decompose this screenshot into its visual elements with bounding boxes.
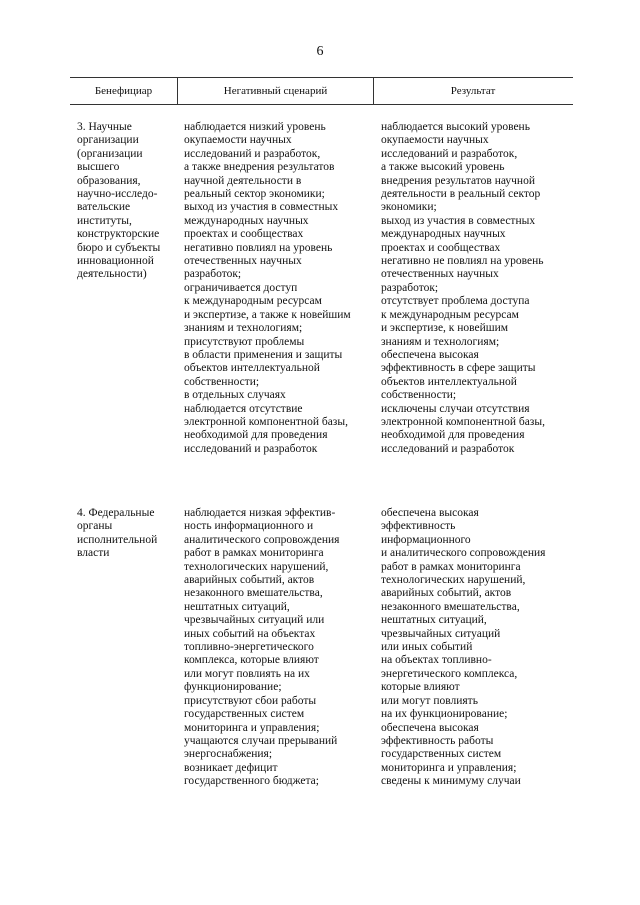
text-line: выход из участия в совместных xyxy=(184,201,339,214)
text-line: (организации xyxy=(77,147,143,160)
text-line: разработок; xyxy=(184,268,242,281)
text-line: окупаемости научных xyxy=(381,134,489,147)
text-line: институты, xyxy=(77,214,132,227)
text-line: комплекса, которые влияют xyxy=(184,654,319,667)
text-line: 3. Научные xyxy=(77,121,132,133)
text-line: присутствуют сбои работы xyxy=(184,694,317,707)
text-line: вательские xyxy=(77,201,131,214)
text-line: электронной компонентной базы, xyxy=(381,415,545,428)
text-line: органы xyxy=(77,520,113,533)
header-negative-scenario: Негативный сценарий xyxy=(177,78,374,104)
text-line: технологических нарушений, xyxy=(184,560,329,573)
text-line: возникает дефицит xyxy=(184,761,278,774)
text-line: необходимой для проведения xyxy=(184,429,328,442)
text-line: знаниям и технологиям; xyxy=(381,335,500,348)
text-line: или могут повлиять на их xyxy=(184,667,310,680)
text-line: информационного xyxy=(381,533,471,546)
text-line: наблюдается низкий уровень xyxy=(184,121,326,133)
text-line: энергоснабжения; xyxy=(184,748,273,761)
text-line: внедрения результатов научной xyxy=(381,174,535,187)
text-line: научно-исследо- xyxy=(77,188,158,201)
text-line: работ в рамках мониторинга xyxy=(184,547,324,560)
text-line: и экспертизе, к новейшим xyxy=(381,322,509,335)
text-line: власти xyxy=(77,547,110,560)
text-line: исследований и разработок, xyxy=(381,147,518,160)
text-line: обеспечена высокая xyxy=(381,348,479,361)
text-line: международных научных xyxy=(381,228,506,241)
text-line: аварийных событий, актов xyxy=(184,574,315,587)
text-line: эффективность работы xyxy=(381,734,494,747)
text-line: необходимой для проведения xyxy=(381,429,525,442)
beneficiary-cell xyxy=(77,507,177,561)
text-line: бюро и субъекты xyxy=(77,241,161,254)
text-line: конструкторские xyxy=(77,228,160,241)
text-line: незаконного вмешательства, xyxy=(184,587,323,600)
text-line: учащаются случаи прерываний xyxy=(184,734,338,747)
text-line: в отдельных случаях xyxy=(184,389,286,402)
header-beneficiary: Бенефициар xyxy=(94,85,153,97)
text-line: чрезвычайных ситуаций или xyxy=(184,614,325,627)
text-line: присутствуют проблемы xyxy=(184,335,305,348)
text-line: исследований и разработок, xyxy=(184,147,321,160)
text-line: мониторинга и управления; xyxy=(184,721,320,734)
text-line: негативно не повлиял на уровень xyxy=(381,255,544,268)
text-line: топливно-энергетического xyxy=(184,641,314,654)
text-line: научной деятельности в xyxy=(184,174,302,187)
text-line: работ в рамках мониторинга xyxy=(381,560,521,573)
text-line: окупаемости научных xyxy=(184,134,292,147)
text-line: собственности; xyxy=(184,375,260,388)
text-line: знаниям и технологиям; xyxy=(184,322,303,335)
negative-scenario-cell xyxy=(184,507,374,789)
header-result: Результат xyxy=(450,85,496,97)
negative-scenario-cell xyxy=(184,121,374,456)
text-line: экономики; xyxy=(381,201,437,214)
text-line: государственных систем xyxy=(381,748,502,761)
text-line: международных научных xyxy=(184,214,309,227)
text-line: и экспертизе, а также к новейшим xyxy=(184,308,351,321)
text-line: а также внедрения результатов xyxy=(184,161,335,174)
text-line: обеспечена высокая xyxy=(381,507,479,519)
text-line: иных событий на объектах xyxy=(184,627,316,640)
text-line: эффективность xyxy=(381,520,456,533)
text-line: исполнительной xyxy=(77,533,158,546)
text-line: отсутствует проблема доступа xyxy=(381,295,530,308)
text-line: аналитического сопровождения xyxy=(184,533,340,546)
page-number: 6 xyxy=(316,44,324,59)
text-line: 4. Федеральные xyxy=(77,507,155,519)
text-line: отечественных научных xyxy=(184,255,302,268)
text-line: организации xyxy=(77,134,139,147)
text-line: проектах и сообществах xyxy=(381,241,501,254)
text-line: электронной компонентной базы, xyxy=(184,415,348,428)
text-line: или иных событий xyxy=(381,641,473,654)
text-line: наблюдается низкая эффектив- xyxy=(184,507,336,519)
text-line: в области применения и защиты xyxy=(184,348,343,361)
text-line: реальный сектор экономики; xyxy=(184,188,325,201)
text-line: государственного бюджета; xyxy=(184,775,319,788)
text-line: проектах и сообществах xyxy=(184,228,304,241)
text-line: а также высокий уровень xyxy=(381,161,505,174)
text-line: объектов интеллектуальной xyxy=(381,375,517,388)
text-line: исключены случаи отсутствия xyxy=(381,402,530,415)
text-line: нештатных ситуаций, xyxy=(184,600,290,613)
text-line: отечественных научных xyxy=(381,268,499,281)
text-line: эффективность в сфере защиты xyxy=(381,362,536,375)
text-line: исследований и разработок xyxy=(184,442,318,455)
text-line: выход из участия в совместных xyxy=(381,214,536,227)
table-header xyxy=(70,77,573,105)
text-line: собственности; xyxy=(381,389,457,402)
text-line: или могут повлиять xyxy=(381,694,478,707)
result-cell xyxy=(381,507,573,789)
text-line: деятельности) xyxy=(77,268,147,281)
text-line: технологических нарушений, xyxy=(381,574,526,587)
text-line: обеспечена высокая xyxy=(381,721,479,734)
result-cell xyxy=(381,121,573,456)
text-line: высшего xyxy=(77,161,120,174)
text-line: деятельности в реальный сектор xyxy=(381,188,541,201)
text-line: функционирование; xyxy=(184,681,282,694)
text-line: сведены к минимуму случаи xyxy=(381,775,521,788)
text-line: негативно повлиял на уровень xyxy=(184,241,333,254)
text-line: к международным ресурсам xyxy=(184,295,322,308)
text-line: ность информационного и xyxy=(184,520,314,533)
text-line: исследований и разработок xyxy=(381,442,515,455)
text-line: объектов интеллектуальной xyxy=(184,362,320,375)
text-line: незаконного вмешательства, xyxy=(381,600,520,613)
text-line: аварийных событий, актов xyxy=(381,587,512,600)
text-line: государственных систем xyxy=(184,708,305,721)
text-line: которые влияют xyxy=(381,681,460,694)
text-line: наблюдается отсутствие xyxy=(184,402,303,415)
text-line: разработок; xyxy=(381,281,439,294)
text-line: инновационной xyxy=(77,255,154,268)
text-line: чрезвычайных ситуаций xyxy=(381,627,501,640)
text-line: на их функционирование; xyxy=(381,708,508,721)
text-line: энергетического комплекса, xyxy=(381,667,518,680)
beneficiary-cell xyxy=(77,121,177,282)
text-line: мониторинга и управления; xyxy=(381,761,517,774)
text-line: к международным ресурсам xyxy=(381,308,519,321)
text-line: наблюдается высокий уровень xyxy=(381,121,530,133)
text-line: ограничивается доступ xyxy=(184,281,298,294)
text-line: на объектах топливно- xyxy=(381,654,492,667)
text-line: образования, xyxy=(77,174,141,187)
text-line: нештатных ситуаций, xyxy=(381,614,487,627)
text-line: и аналитического сопровождения xyxy=(381,547,546,560)
